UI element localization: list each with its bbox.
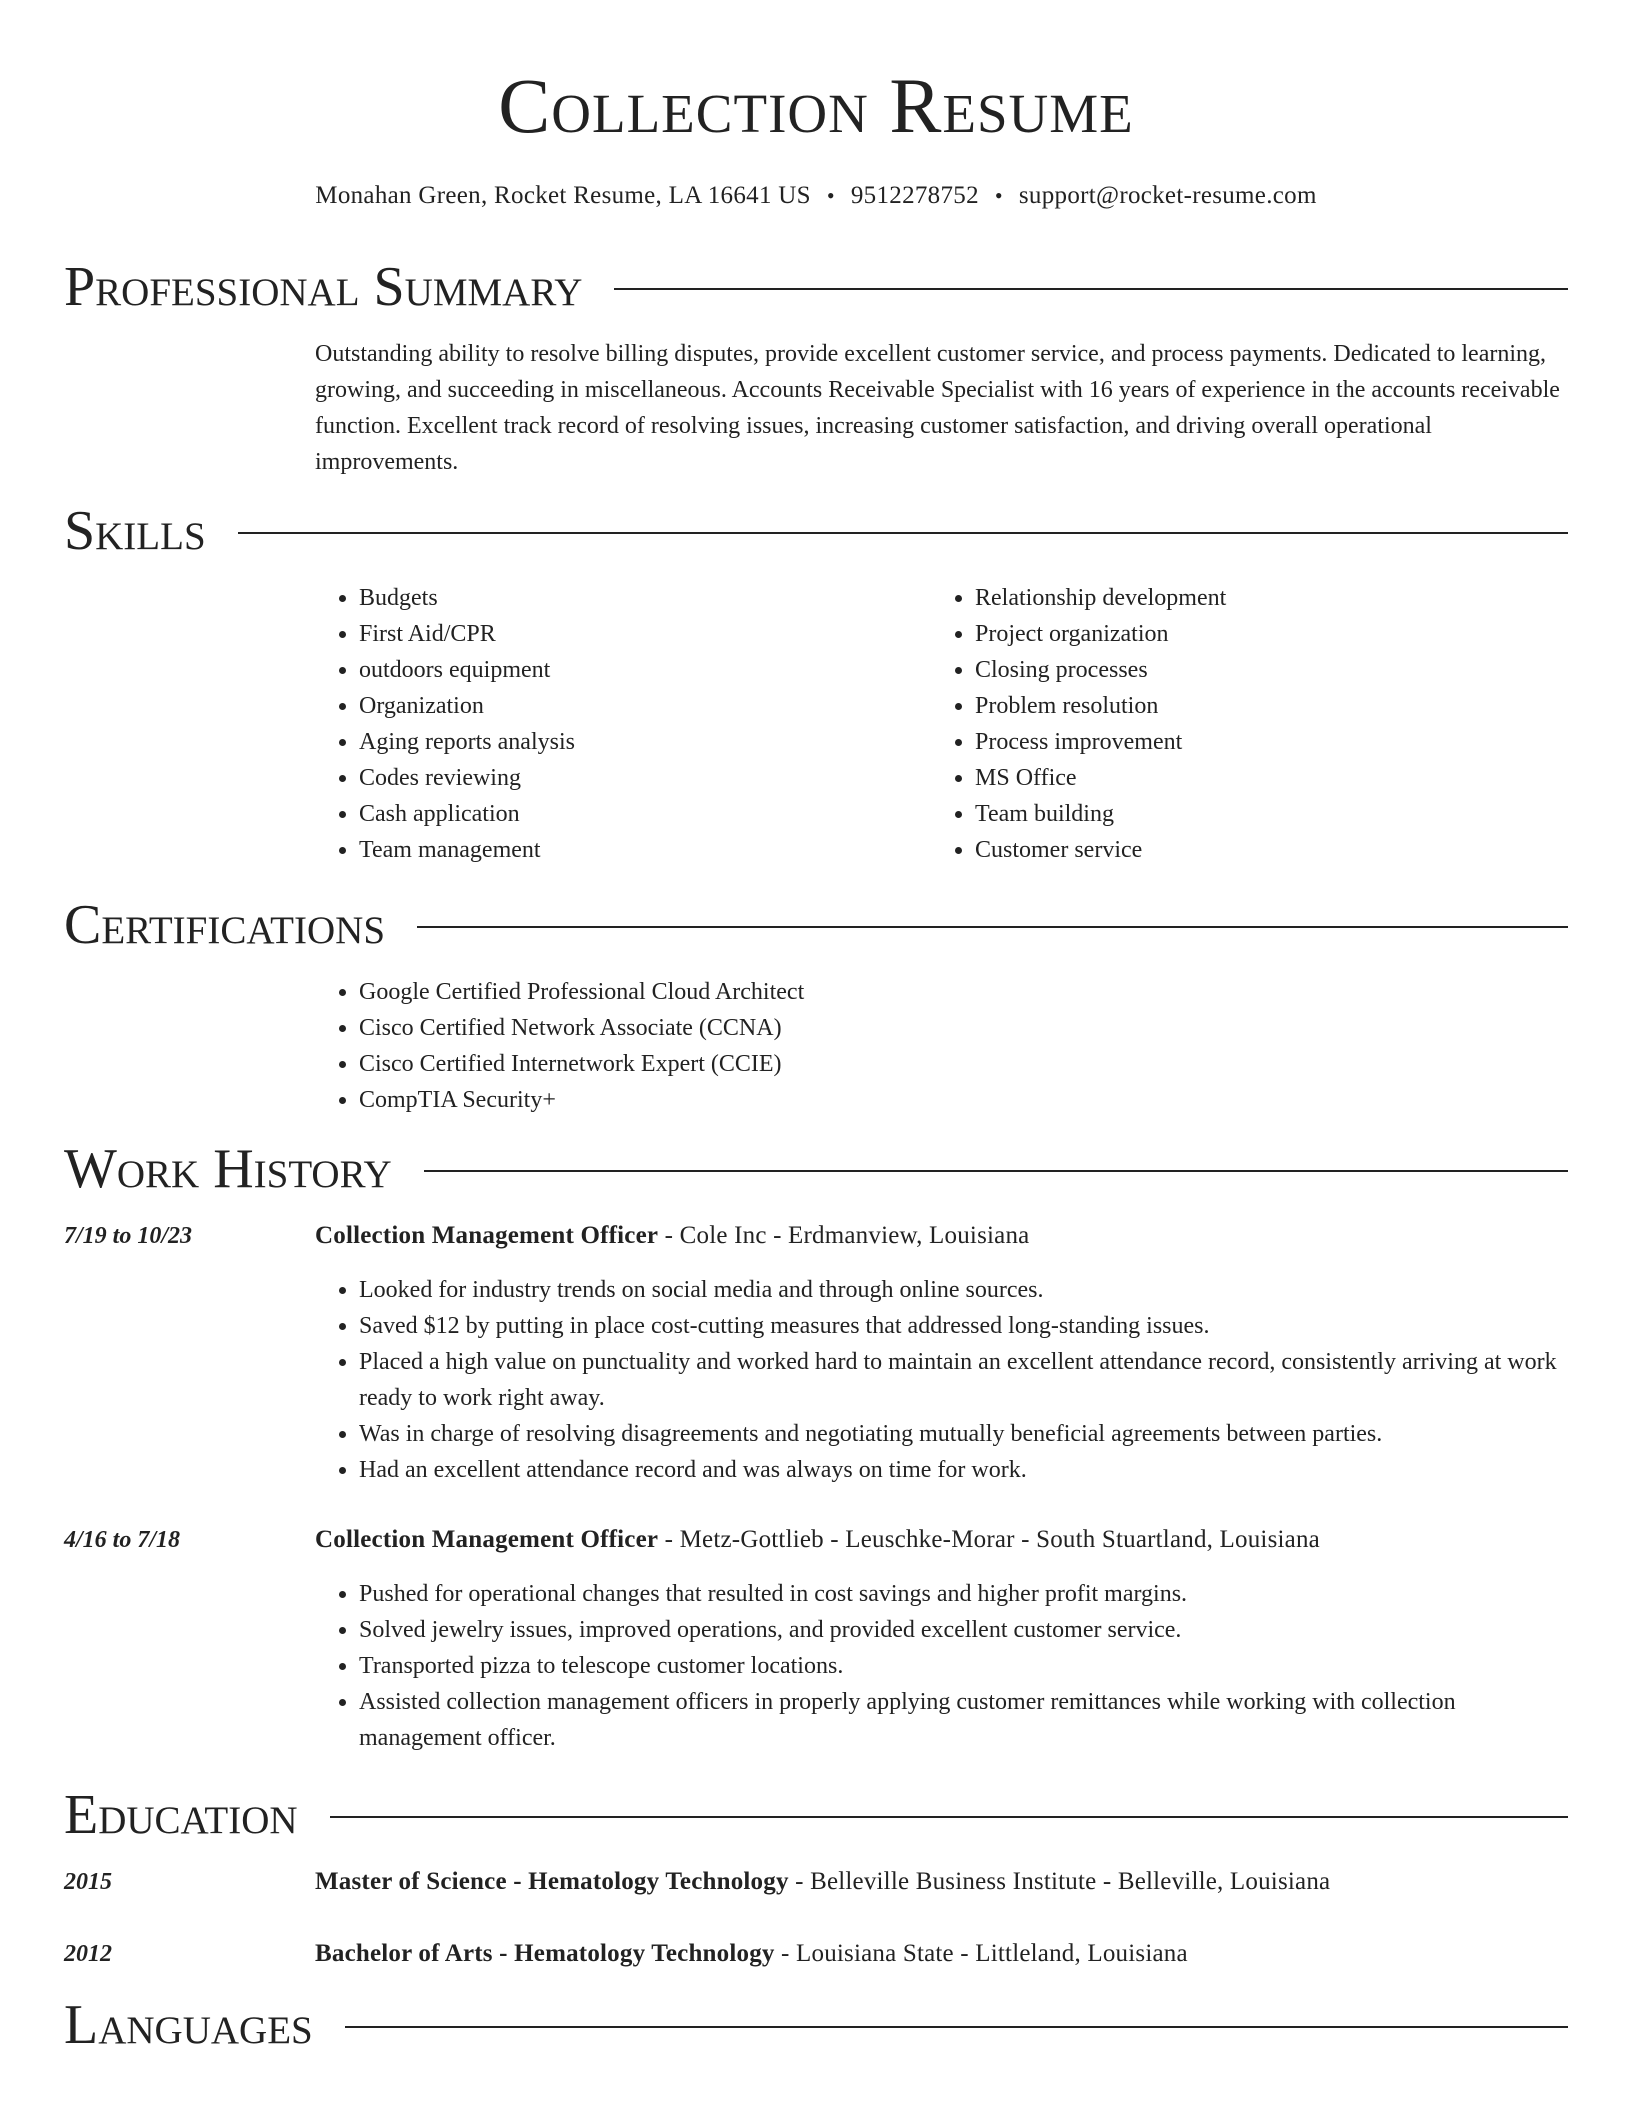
skill-item: • MS Office bbox=[975, 760, 1547, 796]
job-title: Collection Management Officer bbox=[315, 1222, 659, 1249]
certification-item: • CompTIA Security+ bbox=[359, 1082, 1568, 1118]
contact-separator: • bbox=[994, 183, 1003, 208]
section-header-education bbox=[64, 1780, 1568, 1850]
work-dates: 4/16 to 7/18 bbox=[64, 1527, 181, 1553]
work-bullets bbox=[315, 1576, 1568, 1756]
section-divider bbox=[238, 532, 1568, 534]
work-bullets bbox=[315, 1272, 1568, 1488]
skill-item: • Problem resolution bbox=[975, 688, 1547, 724]
school-location: - Louisiana State - Littleland, Louisiana bbox=[774, 1940, 1188, 1967]
skill-item: • Budgets bbox=[359, 580, 931, 616]
job-title: Collection Management Officer bbox=[315, 1526, 659, 1553]
work-bullet: • Had an excellent attendance record and was always on time for work. bbox=[359, 1452, 1568, 1488]
section-header-work-history bbox=[64, 1134, 1568, 1204]
work-bullet: • Assisted collection management officers in properly applying customer remittances while working with collection management officer. bbox=[359, 1684, 1568, 1756]
section-header-certifications bbox=[64, 890, 1568, 960]
work-entry-header bbox=[64, 1522, 1568, 1558]
contact-separator: • bbox=[826, 183, 835, 208]
education-heading bbox=[315, 1936, 1188, 1972]
skill-item: • Codes reviewing bbox=[359, 760, 931, 796]
section-divider bbox=[424, 1170, 1568, 1172]
job-employer-location: - Cole Inc - Erdmanview, Louisiana bbox=[658, 1222, 1030, 1249]
education-year: 2012 bbox=[64, 1941, 112, 1967]
certification-item: • Cisco Certified Network Associate (CCNA) bbox=[359, 1010, 1568, 1046]
work-bullet: • Transported pizza to telescope customer locations. bbox=[359, 1648, 1568, 1684]
certification-item: • Cisco Certified Internetwork Expert (CCIE) bbox=[359, 1046, 1568, 1082]
education-year: 2015 bbox=[64, 1869, 112, 1895]
section-title-skills: Skills bbox=[64, 500, 206, 562]
section-title-certifications: Certifications bbox=[64, 894, 386, 956]
section-header-languages bbox=[64, 1990, 1568, 2060]
resume-name: Collection Resume bbox=[498, 62, 1134, 149]
contact-email: support@rocket-resume.com bbox=[1018, 182, 1317, 209]
skill-item: • Organization bbox=[359, 688, 931, 724]
work-entry bbox=[64, 1218, 1568, 1488]
section-header-skills bbox=[64, 496, 1568, 566]
certification-item: • Google Certified Professional Cloud Architect bbox=[359, 974, 1568, 1010]
school-location: - Belleville Business Institute - Belleville, Louisiana bbox=[788, 1868, 1331, 1895]
skill-item: • First Aid/CPR bbox=[359, 616, 931, 652]
degree: Bachelor of Arts - Hematology Technology bbox=[315, 1940, 775, 1967]
contact-phone: 9512278752 bbox=[850, 182, 979, 209]
skill-item: • Project organization bbox=[975, 616, 1547, 652]
skill-item: • Team management bbox=[359, 832, 931, 868]
work-bullet: • Was in charge of resolving disagreements and negotiating mutually beneficial agreements between parties. bbox=[359, 1416, 1568, 1452]
skill-item: • Process improvement bbox=[975, 724, 1547, 760]
contact-address: Monahan Green, Rocket Resume, LA 16641 US bbox=[315, 182, 811, 209]
skill-item: • Customer service bbox=[975, 832, 1547, 868]
section-title-education: Education bbox=[64, 1784, 298, 1846]
skill-item: • outdoors equipment bbox=[359, 652, 931, 688]
degree: Master of Science - Hematology Technology bbox=[315, 1868, 789, 1895]
work-bullet: • Solved jewelry issues, improved operations, and provided excellent customer service. bbox=[359, 1612, 1568, 1648]
job-employer-location: - Metz-Gottlieb - Leuschke-Morar - South Stuartland, Louisiana bbox=[658, 1526, 1320, 1553]
skill-item: • Cash application bbox=[359, 796, 931, 832]
work-dates: 7/19 to 10/23 bbox=[64, 1223, 193, 1249]
work-entry bbox=[64, 1522, 1568, 1756]
work-bullet: • Looked for industry trends on social media and through online sources. bbox=[359, 1272, 1568, 1308]
work-entry-header bbox=[64, 1218, 1568, 1254]
work-bullet: • Placed a high value on punctuality and worked hard to maintain an excellent attendance record, consistently arriving at work ready to work right away. bbox=[359, 1344, 1568, 1416]
section-title-summary: Professional Summary bbox=[64, 256, 583, 318]
skill-item: • Aging reports analysis bbox=[359, 724, 931, 760]
skills-list bbox=[315, 580, 1568, 868]
skills-column-left bbox=[315, 580, 931, 868]
education-entry bbox=[64, 1936, 1568, 1972]
skills-column-right bbox=[931, 580, 1547, 868]
skill-item: • Closing processes bbox=[975, 652, 1547, 688]
section-title-languages: Languages bbox=[64, 1994, 313, 2056]
work-bullet: • Saved $12 by putting in place cost-cutting measures that addressed long-standing issues. bbox=[359, 1308, 1568, 1344]
skill-item: • Relationship development bbox=[975, 580, 1547, 616]
work-heading bbox=[315, 1522, 1320, 1558]
section-divider bbox=[417, 926, 1568, 928]
education-heading bbox=[315, 1864, 1330, 1900]
resume-page bbox=[64, 0, 1568, 2060]
section-divider bbox=[614, 288, 1568, 290]
certifications-list bbox=[315, 974, 1568, 1118]
skill-item: • Team building bbox=[975, 796, 1547, 832]
education-entry bbox=[64, 1864, 1568, 1900]
section-divider bbox=[330, 1816, 1568, 1818]
summary-text: Outstanding ability to resolve billing disputes, provide excellent customer service, and process payments. Dedicated to learning, growing, and succeeding in miscellaneous. Accounts Receivable Specialist with 16 years of experience in the accounts receivable function. Excellent track record of resolving issues, increasing customer satisfaction, and driving overall operational improvements. bbox=[315, 341, 1560, 475]
work-bullet: • Pushed for operational changes that resulted in cost savings and higher profit margins. bbox=[359, 1576, 1568, 1612]
contact-line bbox=[64, 180, 1568, 212]
section-header-summary bbox=[64, 252, 1568, 322]
section-divider bbox=[345, 2026, 1568, 2028]
work-heading bbox=[315, 1218, 1029, 1254]
section-title-work-history: Work History bbox=[64, 1138, 392, 1200]
